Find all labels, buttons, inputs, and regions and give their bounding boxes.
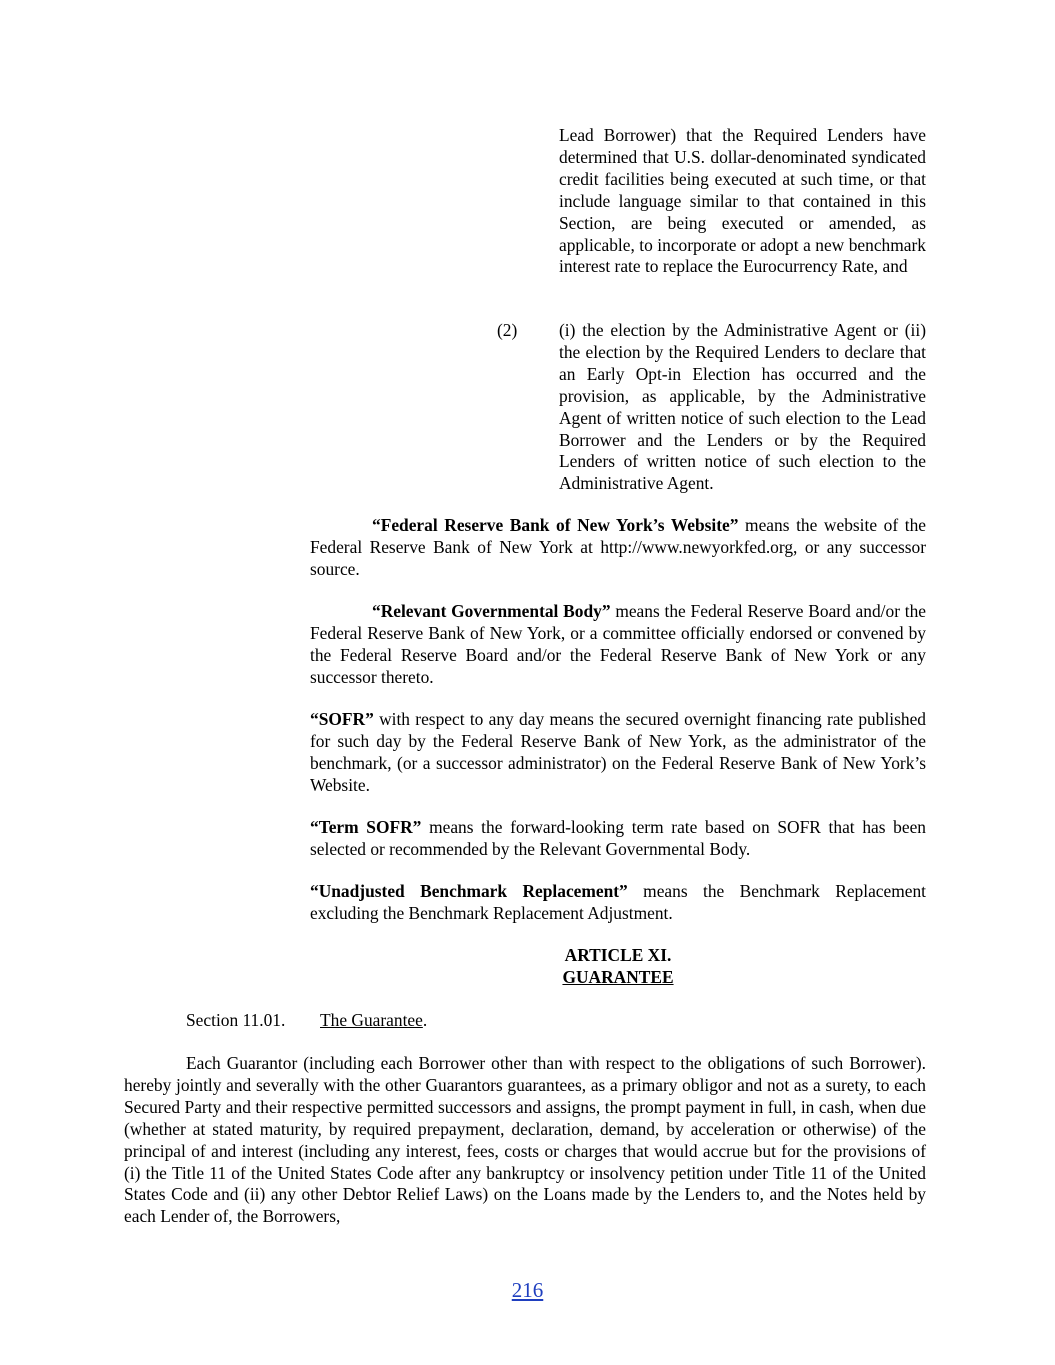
section-title-text: The Guarantee <box>320 1010 423 1030</box>
definition-text: means the forward-looking term rate based on SOFR that has been selected or recommended by the Relevant Governmental Body. <box>310 817 927 859</box>
definition-term: “Unadjusted Benchmark Replacement” <box>310 881 628 901</box>
definition-term: “SOFR” <box>310 709 374 729</box>
definition-text: with respect to any day means the secured overnight financing rate published for such day by the Federal Reserve Bank of New York, as the administrator of the benchmark, (or a successor administrator) on the Federal Reserve Bank of New York’s Website. <box>310 709 926 795</box>
section-title <box>320 1010 427 1032</box>
definition-unadjusted-benchmark-replacement <box>310 881 926 925</box>
definition-frbny-website <box>310 515 926 581</box>
guarantee-paragraph-text: Each Guarantor (including each Borrower other than with respect to the obligations of such Borrower). hereby jointly and severally with the other Guarantors guarantees, as a primary obligor and not as a surety, to each Secured Party and their respective permitted successors and assigns, the prompt payment in full, in cash, when due (whether at stated maturity, by required prepayment, declaration, demand, by acceleration or otherwise) of the principal of and interest (including any interest, fees, costs or charges that would accrue but for the provisions of (i) the Title 11 of the United States Code after any bankruptcy or insolvency petition under Title 11 of the United States Code and (ii) any other Debtor Relief Laws) on the Loans made by the Lenders to, and the Notes held by each Lender of, the Borrowers, <box>124 1053 926 1227</box>
definition-term: “Relevant Governmental Body” <box>372 601 611 621</box>
definition-term: “Federal Reserve Bank of New York’s Website” <box>372 515 739 535</box>
page-number[interactable]: 216 <box>511 1278 544 1302</box>
clause-2-number: (2) <box>497 320 518 340</box>
article-number: ARTICLE XI. <box>564 945 672 965</box>
definition-text: means the website of the Federal Reserve Bank of New York at http://www.newyorkfed.org, or any successor source. <box>310 515 926 579</box>
definition-term-sofr <box>310 817 926 861</box>
definition-relevant-governmental-body <box>310 601 926 689</box>
definition-sofr <box>310 709 926 797</box>
guarantee-paragraph <box>124 1053 926 1228</box>
article-title: GUARANTEE <box>562 967 674 987</box>
section-number: Section 11.01. <box>186 1010 286 1030</box>
clause-1-continuation: Lead Borrower) that the Required Lenders have determined that U.S. dollar-denominated syndicated credit facilities being executed at such time, or that include language similar to that contained in this Section, are being executed or amended, as applicable, to incorporate or adopt a new benchmark interest rate to replace the Eurocurrency Rate, and <box>559 125 926 277</box>
definition-text: means the Federal Reserve Board and/or the Federal Reserve Bank of New York, or a committee officially endorsed or convened by the Federal Reserve Board and/or the Federal Reserve Bank of New York or any successor thereto. <box>310 601 927 687</box>
section-title-suffix: . <box>422 1010 428 1030</box>
definition-text: means the Benchmark Replacement excluding the Benchmark Replacement Adjustment. <box>310 881 927 923</box>
clause-2-text: (i) the election by the Administrative Agent or (ii) the election by the Required Lenders to declare that an Early Opt-in Election has occurred and the provision, as applicable, by the Administrative Agent of written notice of such election to the Lead Borrower and the Lenders or by the Required Lenders of written notice of such election to the Administrative Agent. <box>559 320 926 494</box>
definition-term: “Term SOFR” <box>310 817 422 837</box>
